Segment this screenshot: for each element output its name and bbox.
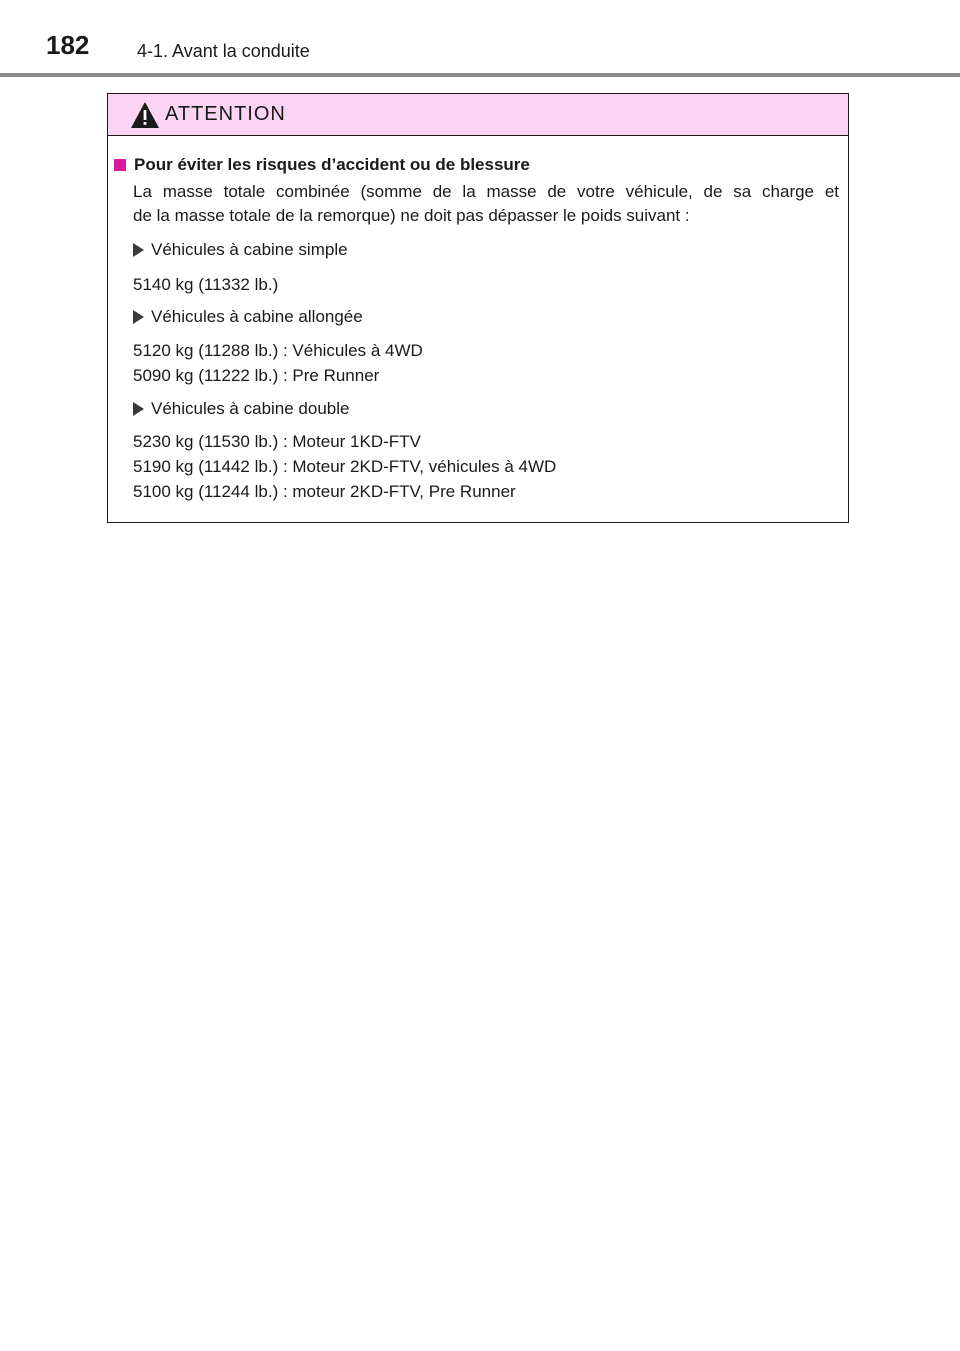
warning-heading [114, 155, 530, 175]
intro-line: La masse totale combinée (somme de la masse de votre véhicule, de sa charge et [133, 182, 839, 201]
intro-paragraph [133, 180, 839, 228]
weight-line: 5120 kg (11288 lb.) : Véhicules à 4WD [133, 341, 423, 360]
section-title: 4-1. Avant la conduite [137, 41, 310, 61]
group-label [133, 307, 363, 327]
warning-title: ATTENTION [165, 103, 286, 125]
intro-line: de la masse totale de la remorque) ne doit pas dépasser le poids suivant : [133, 206, 690, 225]
triangle-bullet-icon [133, 243, 144, 257]
weight-line: 5190 kg (11442 lb.) : Moteur 2KD-FTV, véhicules à 4WD [133, 457, 557, 476]
group-label-text: Véhicules à cabine allongée [151, 307, 363, 326]
warning-triangle-icon [130, 101, 160, 129]
warning-header [108, 94, 848, 136]
group-label-text: Véhicules à cabine double [151, 399, 350, 418]
weight-line: 5230 kg (11530 lb.) : Moteur 1KD-FTV [133, 432, 421, 451]
weight-line: 5140 kg (11332 lb.) [133, 275, 279, 294]
warning-box [107, 93, 849, 523]
triangle-bullet-icon [133, 310, 144, 324]
square-bullet-icon [114, 159, 126, 171]
page-number: 182 [46, 30, 90, 60]
weight-line: 5100 kg (11244 lb.) : moteur 2KD-FTV, Pre Runner [133, 482, 516, 501]
warning-heading-text: Pour éviter les risques d’accident ou de blessure [134, 155, 530, 174]
group-label-text: Véhicules à cabine simple [151, 240, 348, 259]
group-label [133, 399, 349, 419]
triangle-bullet-icon [133, 402, 144, 416]
header-rule [0, 73, 960, 77]
weight-line: 5090 kg (11222 lb.) : Pre Runner [133, 366, 380, 385]
group-label [133, 240, 348, 260]
